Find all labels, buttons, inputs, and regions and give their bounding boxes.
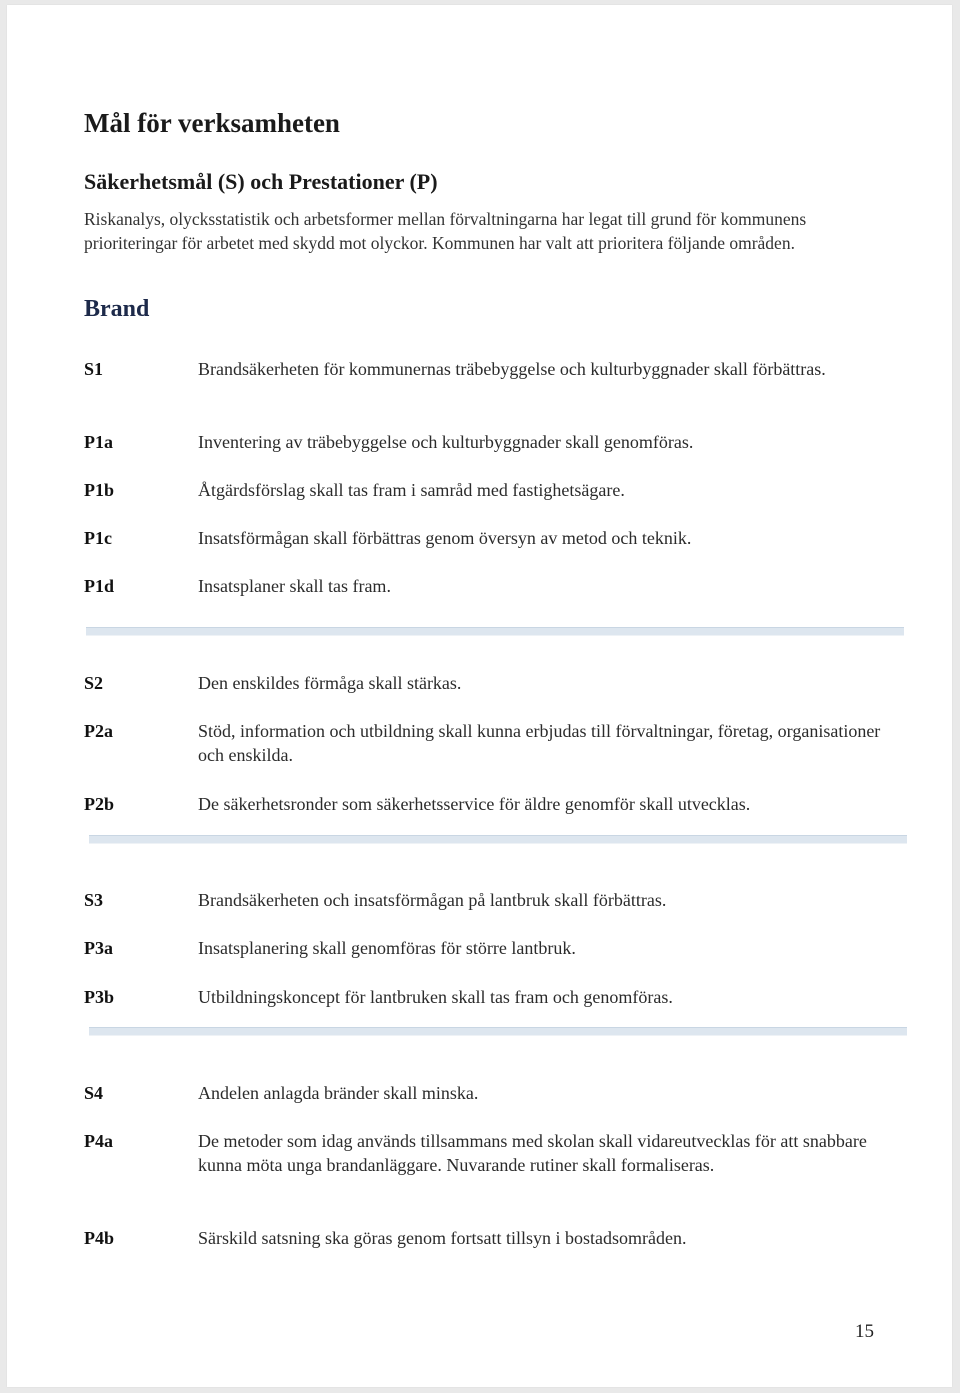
intro-paragraph: Riskanalys, olycksstatistik och arbetsformer mellan förvaltningarna har legat till grund för kommunens prioriteringar för arbetet med skydd mot olyckor. Kommunen har valt att prioritera följande områden.: [84, 209, 807, 253]
page-title: Mål för verksamheten: [84, 108, 340, 138]
goal-text: Den enskildes förmåga skall stärkas.: [198, 673, 462, 693]
goal-text: Brandsäkerheten för kommunernas träbebyggelse och kulturbyggnader skall förbättras.: [198, 359, 826, 379]
group-separator: [86, 627, 904, 636]
goal-code: S2: [84, 673, 104, 693]
task-text: Inventering av träbebyggelse och kulturbyggnader skall genomföras.: [198, 432, 694, 452]
task-text: Stöd, information och utbildning skall kunna erbjudas till förvaltningar, företag, organisationer och enskilda.: [198, 721, 881, 765]
section-heading-brand: Brand: [84, 296, 150, 322]
task-code: P2a: [84, 721, 113, 741]
task-code: P1d: [84, 576, 115, 596]
task-text: Insatsförmågan skall förbättras genom översyn av metod och teknik.: [198, 528, 692, 548]
task-text: Insatsplanering skall genomföras för större lantbruk.: [198, 938, 576, 958]
task-text: Insatsplaner skall tas fram.: [198, 576, 391, 596]
goal-text: Brandsäkerheten och insatsförmågan på lantbruk skall förbättras.: [198, 890, 667, 910]
section-subtitle: Säkerhetsmål (S) och Prestationer (P): [84, 169, 438, 194]
task-code: P4b: [84, 1228, 115, 1248]
group-separator: [89, 835, 907, 844]
task-text: De metoder som idag används tillsammans med skolan skall vidareutvecklas för att snabbare kunna möta unga brandanläggare. Nuvarande rutiner skall formaliseras.: [198, 1131, 867, 1175]
task-code: P3a: [84, 938, 113, 958]
goal-code: S4: [84, 1083, 104, 1103]
task-text: Utbildningskoncept för lantbruken skall tas fram och genomföras.: [198, 987, 673, 1007]
task-code: P1b: [84, 480, 115, 500]
task-code: P1c: [84, 528, 112, 548]
goal-code: S3: [84, 890, 104, 910]
goal-text: Andelen anlagda bränder skall minska.: [198, 1083, 479, 1103]
task-code: P3b: [84, 987, 115, 1007]
task-text: De säkerhetsronder som säkerhetsservice för äldre genomför skall utvecklas.: [198, 794, 751, 814]
task-text: Åtgärdsförslag skall tas fram i samråd med fastighetsägare.: [198, 480, 625, 500]
task-code: P2b: [84, 794, 115, 814]
task-code: P1a: [84, 432, 113, 452]
page-number: 15: [855, 1321, 874, 1342]
document-page: [7, 5, 952, 1387]
task-text: Särskild satsning ska göras genom fortsatt tillsyn i bostadsområden.: [198, 1228, 687, 1248]
group-separator: [89, 1027, 907, 1036]
task-code: P4a: [84, 1131, 113, 1151]
goal-code: S1: [84, 359, 104, 379]
